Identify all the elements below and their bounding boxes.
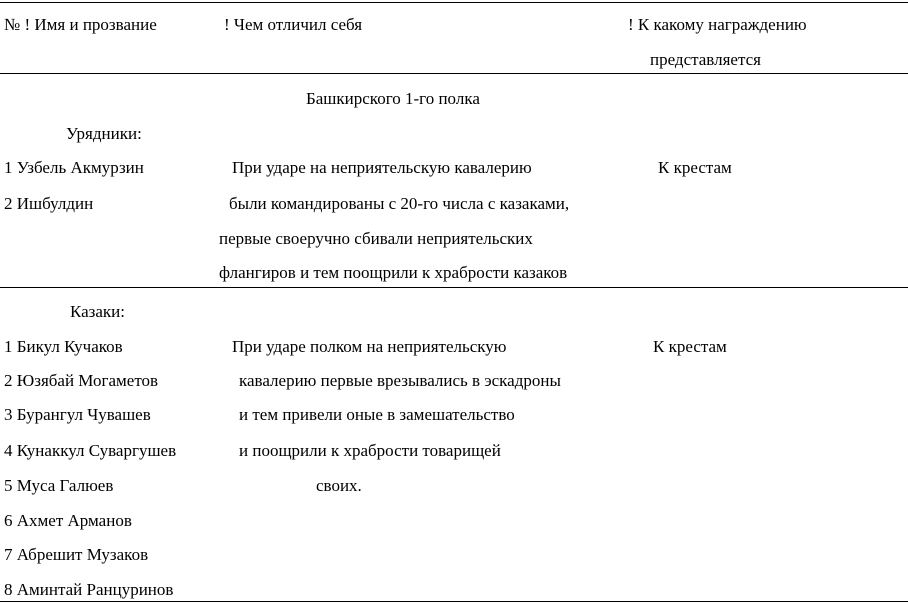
- deed-line: При ударе полком на неприятельскую: [232, 337, 507, 356]
- list-item: 4 Кунаккул Суваргушев: [4, 441, 177, 460]
- list-item: 1 Бикул Кучаков: [4, 337, 123, 356]
- deed-line: и тем привели оные в замешательство: [239, 405, 515, 424]
- deed-line: кавалерию первые врезывались в эскадроны: [239, 371, 561, 390]
- bottom-rule: [0, 601, 908, 602]
- regiment-title: Башкирского 1-го полка: [306, 89, 480, 108]
- deed-line: и поощрили к храбрости товарищей: [239, 441, 501, 460]
- list-item: 1 Узбель Акмурзин: [4, 158, 144, 177]
- deed-line: своих.: [316, 476, 362, 495]
- deed-line: были командированы с 20-го числа с казаками,: [229, 194, 570, 213]
- top-rule: [0, 2, 908, 3]
- list-item: 3 Бурангул Чувашев: [4, 405, 151, 424]
- list-item: 6 Ахмет Арманов: [4, 511, 132, 530]
- header-award-line1: ! К какому награждению: [628, 15, 807, 34]
- section-label: Урядники:: [66, 124, 142, 143]
- section-rule: [0, 287, 908, 288]
- list-item: 5 Муса Галюев: [4, 476, 114, 495]
- list-item: 2 Юзябай Могаметов: [4, 371, 159, 390]
- section-label: Казаки:: [70, 302, 126, 321]
- header-rule: [0, 73, 908, 74]
- list-item: 2 Ишбулдин: [4, 194, 94, 213]
- award-value: К крестам: [658, 158, 732, 177]
- header-no-name: № ! Имя и прозвание: [4, 15, 157, 34]
- header-deed: ! Чем отличил себя: [224, 15, 363, 34]
- award-value: К крестам: [653, 337, 727, 356]
- list-item: 8 Аминтай Ранцуринов: [4, 580, 174, 599]
- deed-line: первые своеручно сбивали неприятельских: [219, 229, 533, 248]
- list-item: 7 Абрешит Музаков: [4, 545, 149, 564]
- deed-line: При ударе на неприятельскую кавалерию: [232, 158, 532, 177]
- header-award-line2: представляется: [650, 50, 761, 69]
- deed-line: флангиров и тем поощрили к храбрости казаков: [219, 263, 568, 282]
